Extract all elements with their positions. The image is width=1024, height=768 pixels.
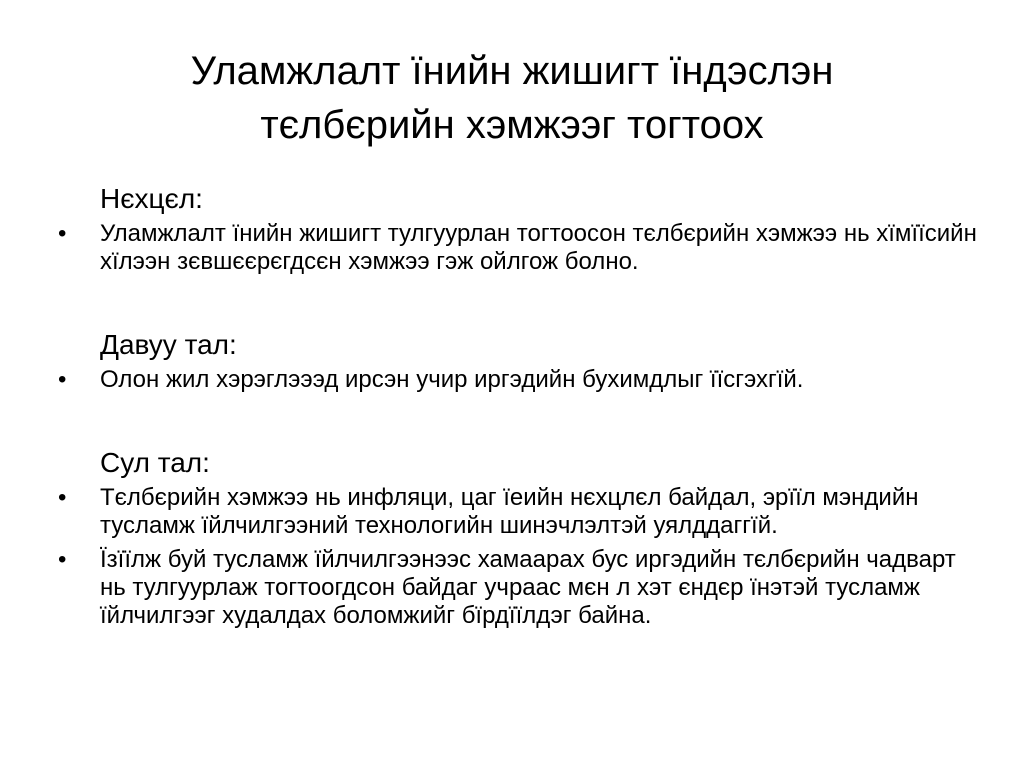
section-advantages — [58, 326, 978, 394]
bullet-text: Тєлбєрийн хэмжээ нь инфляци, цаг їеийн нєхцлєл байдал, эрїїл мэндийн тусламж їйлчилгээний технологийн шинэчлэлтэй уялддаггїй. — [100, 484, 919, 539]
bullet-marker: • — [58, 484, 67, 511]
bullet-marker: • — [58, 546, 67, 573]
slide-body — [58, 180, 978, 636]
bullet-marker: • — [58, 220, 67, 247]
section-heading: Нєхцєл: — [100, 183, 203, 214]
section-heading: Сул тал: — [100, 447, 210, 478]
bullet-item — [58, 366, 978, 394]
slide-title-line-2: тєлбєрийн хэмжээг тогтоох — [260, 103, 764, 147]
slide-title-line-1: Уламжлалт їнийн жишигт їндэслэн — [190, 49, 834, 93]
section-disadvantages — [58, 444, 978, 630]
bullet-text: Олон жил хэрэглэээд ирсэн учир иргэдийн бухимдлыг їїсгэхгїй. — [100, 366, 804, 393]
bullet-item — [58, 220, 978, 276]
slide-title — [60, 44, 964, 152]
bullet-text: Уламжлалт їнийн жишигт тулгуурлан тогтоосон тєлбєрийн хэмжээ нь хїмїїсийн хїлээн зєвшєєрєгдсєн хэмжээ гэж ойлгож болно. — [100, 220, 977, 275]
bullet-item — [58, 484, 978, 540]
section-conditions — [58, 180, 978, 276]
bullet-text: Їзїїлж буй тусламж їйлчилгээнээс хамаарах бус иргэдийн тєлбєрийн чадварт нь тулгуурлаж тогтоогдсон байдаг учраас мєн л хэт єндєр їнэтэй тусламж їйлчилгээг худалдах боломжийг бїрдїїлдэг байна. — [100, 546, 956, 629]
bullet-item — [58, 546, 978, 630]
bullet-marker: • — [58, 366, 67, 393]
section-heading: Давуу тал: — [100, 329, 237, 360]
